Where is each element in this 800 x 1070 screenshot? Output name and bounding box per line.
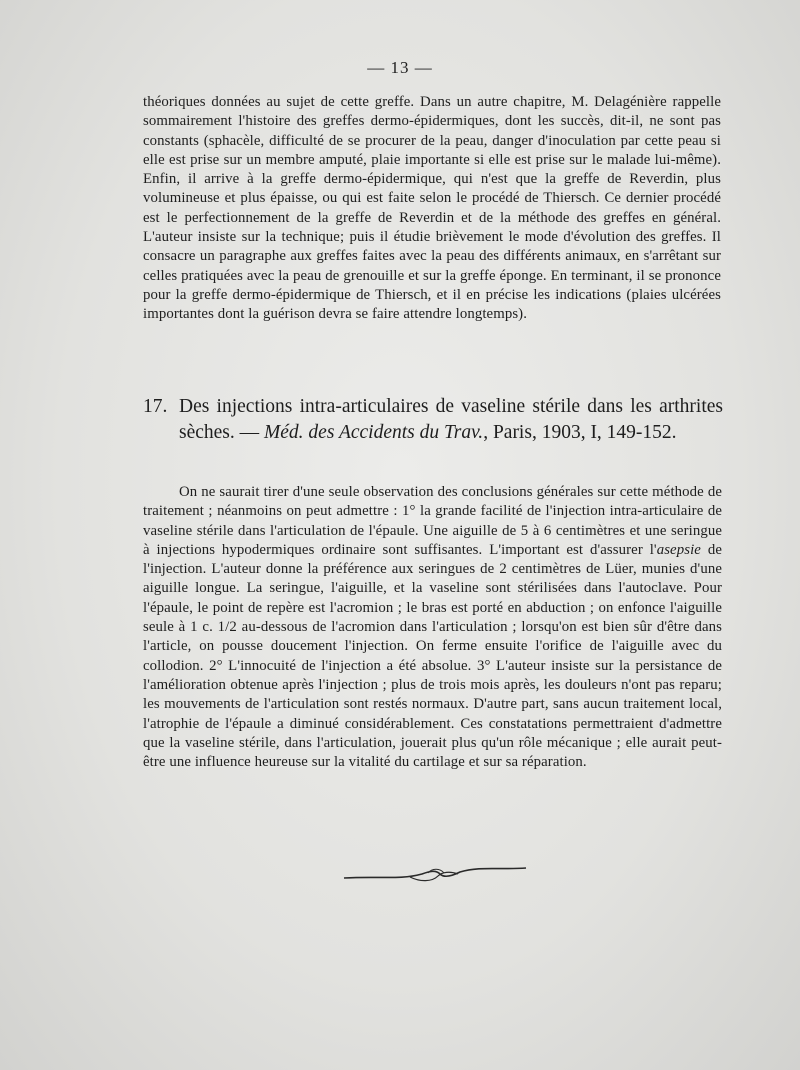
page-number: — 13 — (367, 58, 433, 77)
abstract-text-after: de l'injection. L'auteur donne la préférence aux seringues de 2 centimètres de Lüer, munies d'une aiguille longue. La seringue, l'aiguille, et la vaseline sont stérilisées dans l'autoclave. Pour l'épaule, le point de repère est l'acromion ; le bras est porté en abduction ; on enfonce l'aiguille seule à 1 c. 1/2 au-dessous de l'acromion dans l'articulation ; lorsqu'on est bien sûr d'être dans l'article, on pousse doucement l'injection. On ferme ensuite l'orifice de l'aiguille avec du collodion. 2° L'innocuité de l'injection a été absolue. 3° L'auteur insiste sur la persistance de l'amélioration obtenue après l'injection ; plus de trois mois après, les douleurs n'ont pas reparu; les mouvements de l'articulation sont restés normaux. D'autre part, sans aucun traitement local, l'atrophie de l'épaule a diminué considérablement. Ces constatations permettraient d'admettre que la vaseline stérile, dans l'articulation, jouerait plus qu'un rôle mécanique ; elle aurait peut-être une influence heureuse sur la vitalité du cartilage et sur sa réparation. (143, 541, 722, 771)
abstract-text-before: On ne saurait tirer d'une seule observation des conclusions générales sur cette méthode de traitement ; néanmoins on peut admettre : 1° la grande facilité de l'injection intra-articulaire de vaseline stérile dans l'articulation de l'épaule. Une aiguille de 5 à 6 centimètres et une seringue à injections hypodermiques ordinaire sont suffisantes. L'important est d'assurer l' (143, 484, 722, 558)
abstract-paragraph (143, 483, 722, 772)
entry-source: Méd. des Accidents du Trav. (264, 422, 484, 443)
entry-title: Des injections intra-articulaires de vaseline stérile dans les arthrites sèches. — (179, 396, 723, 443)
entry-title-block (143, 394, 723, 446)
bibliography-entry (143, 394, 723, 446)
abstract-emphasis: asepsie (656, 541, 701, 558)
entry-citation: , Paris, 1903, I, 149-152. (483, 422, 677, 443)
review-paragraph-continued: théoriques données au sujet de cette greffe. Dans un autre chapitre, M. Delagénière rappelle sommairement l'histoire des greffes dermo-épidermiques, dont les succès, dit-il, ne sont pas constants (sphacèle, difficulté de se procurer de la peau, danger d'inoculation par cette peau si elle est prise sur un membre amputé, plaie importante si elle est prise sur le malade lui-même). Enfin, il arrive à la greffe dermo-épidermique, qui n'est que la greffe de Reverdin, plus volumineuse et plus épaisse, ou qui est faite selon le procédé de Thiersch. Ce dernier procédé est le perfectionnement de la greffe de Reverdin et de la méthode des greffes en général. L'auteur insiste sur la technique; puis il étudie brièvement le mode d'évolution des greffes. Il consacre un paragraphe aux greffes faites avec la peau des différents animaux, en s'arrêtant sur celles pratiquées avec la peau de grenouille et sur la greffe éponge. En terminant, il se prononce pour la greffe dermo-épidermique de Thiersch, et il en précise les indications (plaies ulcérées importantes dont la guérison devra se faire attendre longtemps). (143, 94, 721, 323)
fleuron-icon (340, 862, 530, 886)
entry-number: 17. (143, 396, 168, 417)
